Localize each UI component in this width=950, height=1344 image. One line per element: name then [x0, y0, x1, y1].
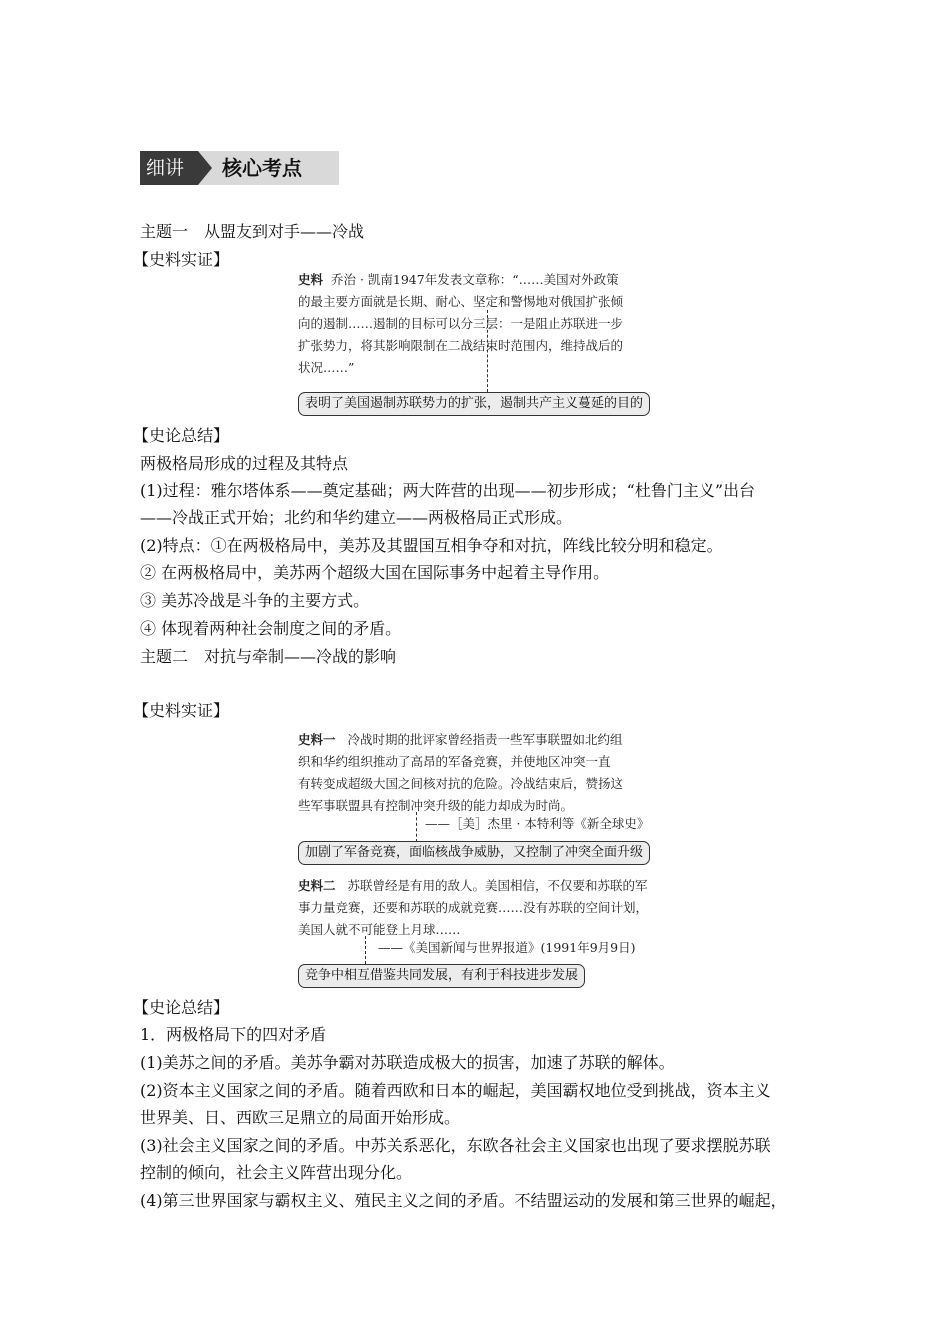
summary-line: (2)资本主义国家之间的矛盾。随着西欧和日本的崛起，美国霸权地位受到挑战，资本主义	[140, 1081, 771, 1100]
summary-line: 1．两极格局下的四对矛盾	[140, 1025, 327, 1044]
summary-line: 两极格局形成的过程及其特点	[140, 454, 349, 473]
source-line: 有转变成超级大国之间核对抗的危险。冷战结束后，赞扬这	[298, 776, 624, 791]
summary-line: (2)特点：①在两极格局中，美苏及其盟国互相争夺和对抗，阵线比较分明和稳定。	[140, 536, 723, 555]
source-label: 史料二	[298, 878, 336, 893]
source-line: 史料二 苏联曾经是有用的敌人。美国相信，不仅要和苏联的军	[298, 878, 648, 893]
connector-line	[487, 310, 488, 392]
source-line: 史料一 冷战时期的批评家曾经指责一些军事联盟如北约组	[298, 732, 623, 747]
topic2-summary-label: 【史论总结】	[133, 998, 230, 1017]
source-label: 史料一	[298, 732, 336, 747]
summary-line: 控制的倾向，社会主义阵营出现分化。	[140, 1163, 413, 1182]
source-label: 史料	[298, 272, 324, 287]
connector-line	[365, 936, 366, 964]
source-line: 织和华约组织推动了高昂的军备竞赛，并使地区冲突一直	[298, 754, 611, 769]
summary-line: (1)过程：雅尔塔体系——奠定基础；两大阵营的出现——初步形成；“杜鲁门主义”出台	[140, 481, 756, 500]
source-line: 的最主要方面就是长期、耐心、坚定和警惕地对俄国扩张倾	[298, 294, 624, 309]
source-line: 史料 乔治 · 凯南1947年发表文章称：“……美国对外政策	[298, 272, 619, 287]
section-banner	[140, 151, 339, 185]
source-line: 向的遏制……遏制的目标可以分三层：一是阻止苏联进一步	[298, 316, 624, 331]
summary-line: ④ 体现着两种社会制度之间的矛盾。	[140, 619, 402, 638]
source-line: 美国人就不可能登上月球……	[298, 922, 461, 937]
summary-line: (1)美苏之间的矛盾。美苏争霸对苏联造成极大的损害，加速了苏联的解体。	[140, 1053, 675, 1072]
topic1-evidence-label: 【史料实证】	[133, 250, 230, 269]
topic1-summary-label: 【史论总结】	[133, 426, 230, 445]
summary-line: ③ 美苏冷战是斗争的主要方式。	[140, 591, 370, 610]
source-note: 竞争中相互借鉴共同发展，有利于科技进步发展	[298, 964, 585, 988]
topic2-title: 主题二 对抗与牵制——冷战的影响	[140, 647, 397, 666]
source-note: 加剧了军备竞赛，面临核战争威胁，又控制了冲突全面升级	[298, 841, 650, 865]
topic1-title: 主题一 从盟友到对手——冷战	[140, 222, 365, 241]
source-citation: ——［美］杰里 · 本特利等《新全球史》	[425, 816, 650, 831]
banner-tag: 细讲	[140, 151, 198, 185]
source-line: 扩张势力，将其影响限制在二战结束时范围内，维持战后的	[298, 338, 624, 353]
banner-title: 核心考点	[222, 156, 302, 180]
banner-arrow-icon	[198, 151, 212, 185]
source-citation: ——《美国新闻与世界报道》(1991年9月9日)	[378, 940, 636, 955]
source-line: 事力量竞赛，还要和苏联的成就竞赛……没有苏联的空间计划，	[298, 900, 649, 915]
connector-line	[416, 812, 417, 842]
topic2-evidence-label: 【史料实证】	[133, 701, 230, 720]
summary-line: (3)社会主义国家之间的矛盾。中苏关系恶化，东欧各社会主义国家也出现了要求摆脱苏联	[140, 1136, 771, 1155]
summary-line: 世界美、日、西欧三足鼎立的局面开始形成。	[140, 1108, 461, 1127]
source-line: 些军事联盟具有控制冲突升级的能力却成为时尚。	[298, 798, 574, 813]
summary-line: ② 在两极格局中，美苏两个超级大国在国际事务中起着主导作用。	[140, 563, 610, 582]
source-note: 表明了美国遏制苏联势力的扩张，遏制共产主义蔓延的目的	[298, 392, 650, 416]
source-line: 状况……”	[298, 360, 355, 375]
summary-line: (4)第三世界国家与霸权主义、殖民主义之间的矛盾。不结盟运动的发展和第三世界的崛起，	[140, 1191, 787, 1210]
summary-line: ——冷战正式开始；北约和华约建立——两极格局正式形成。	[140, 508, 573, 527]
